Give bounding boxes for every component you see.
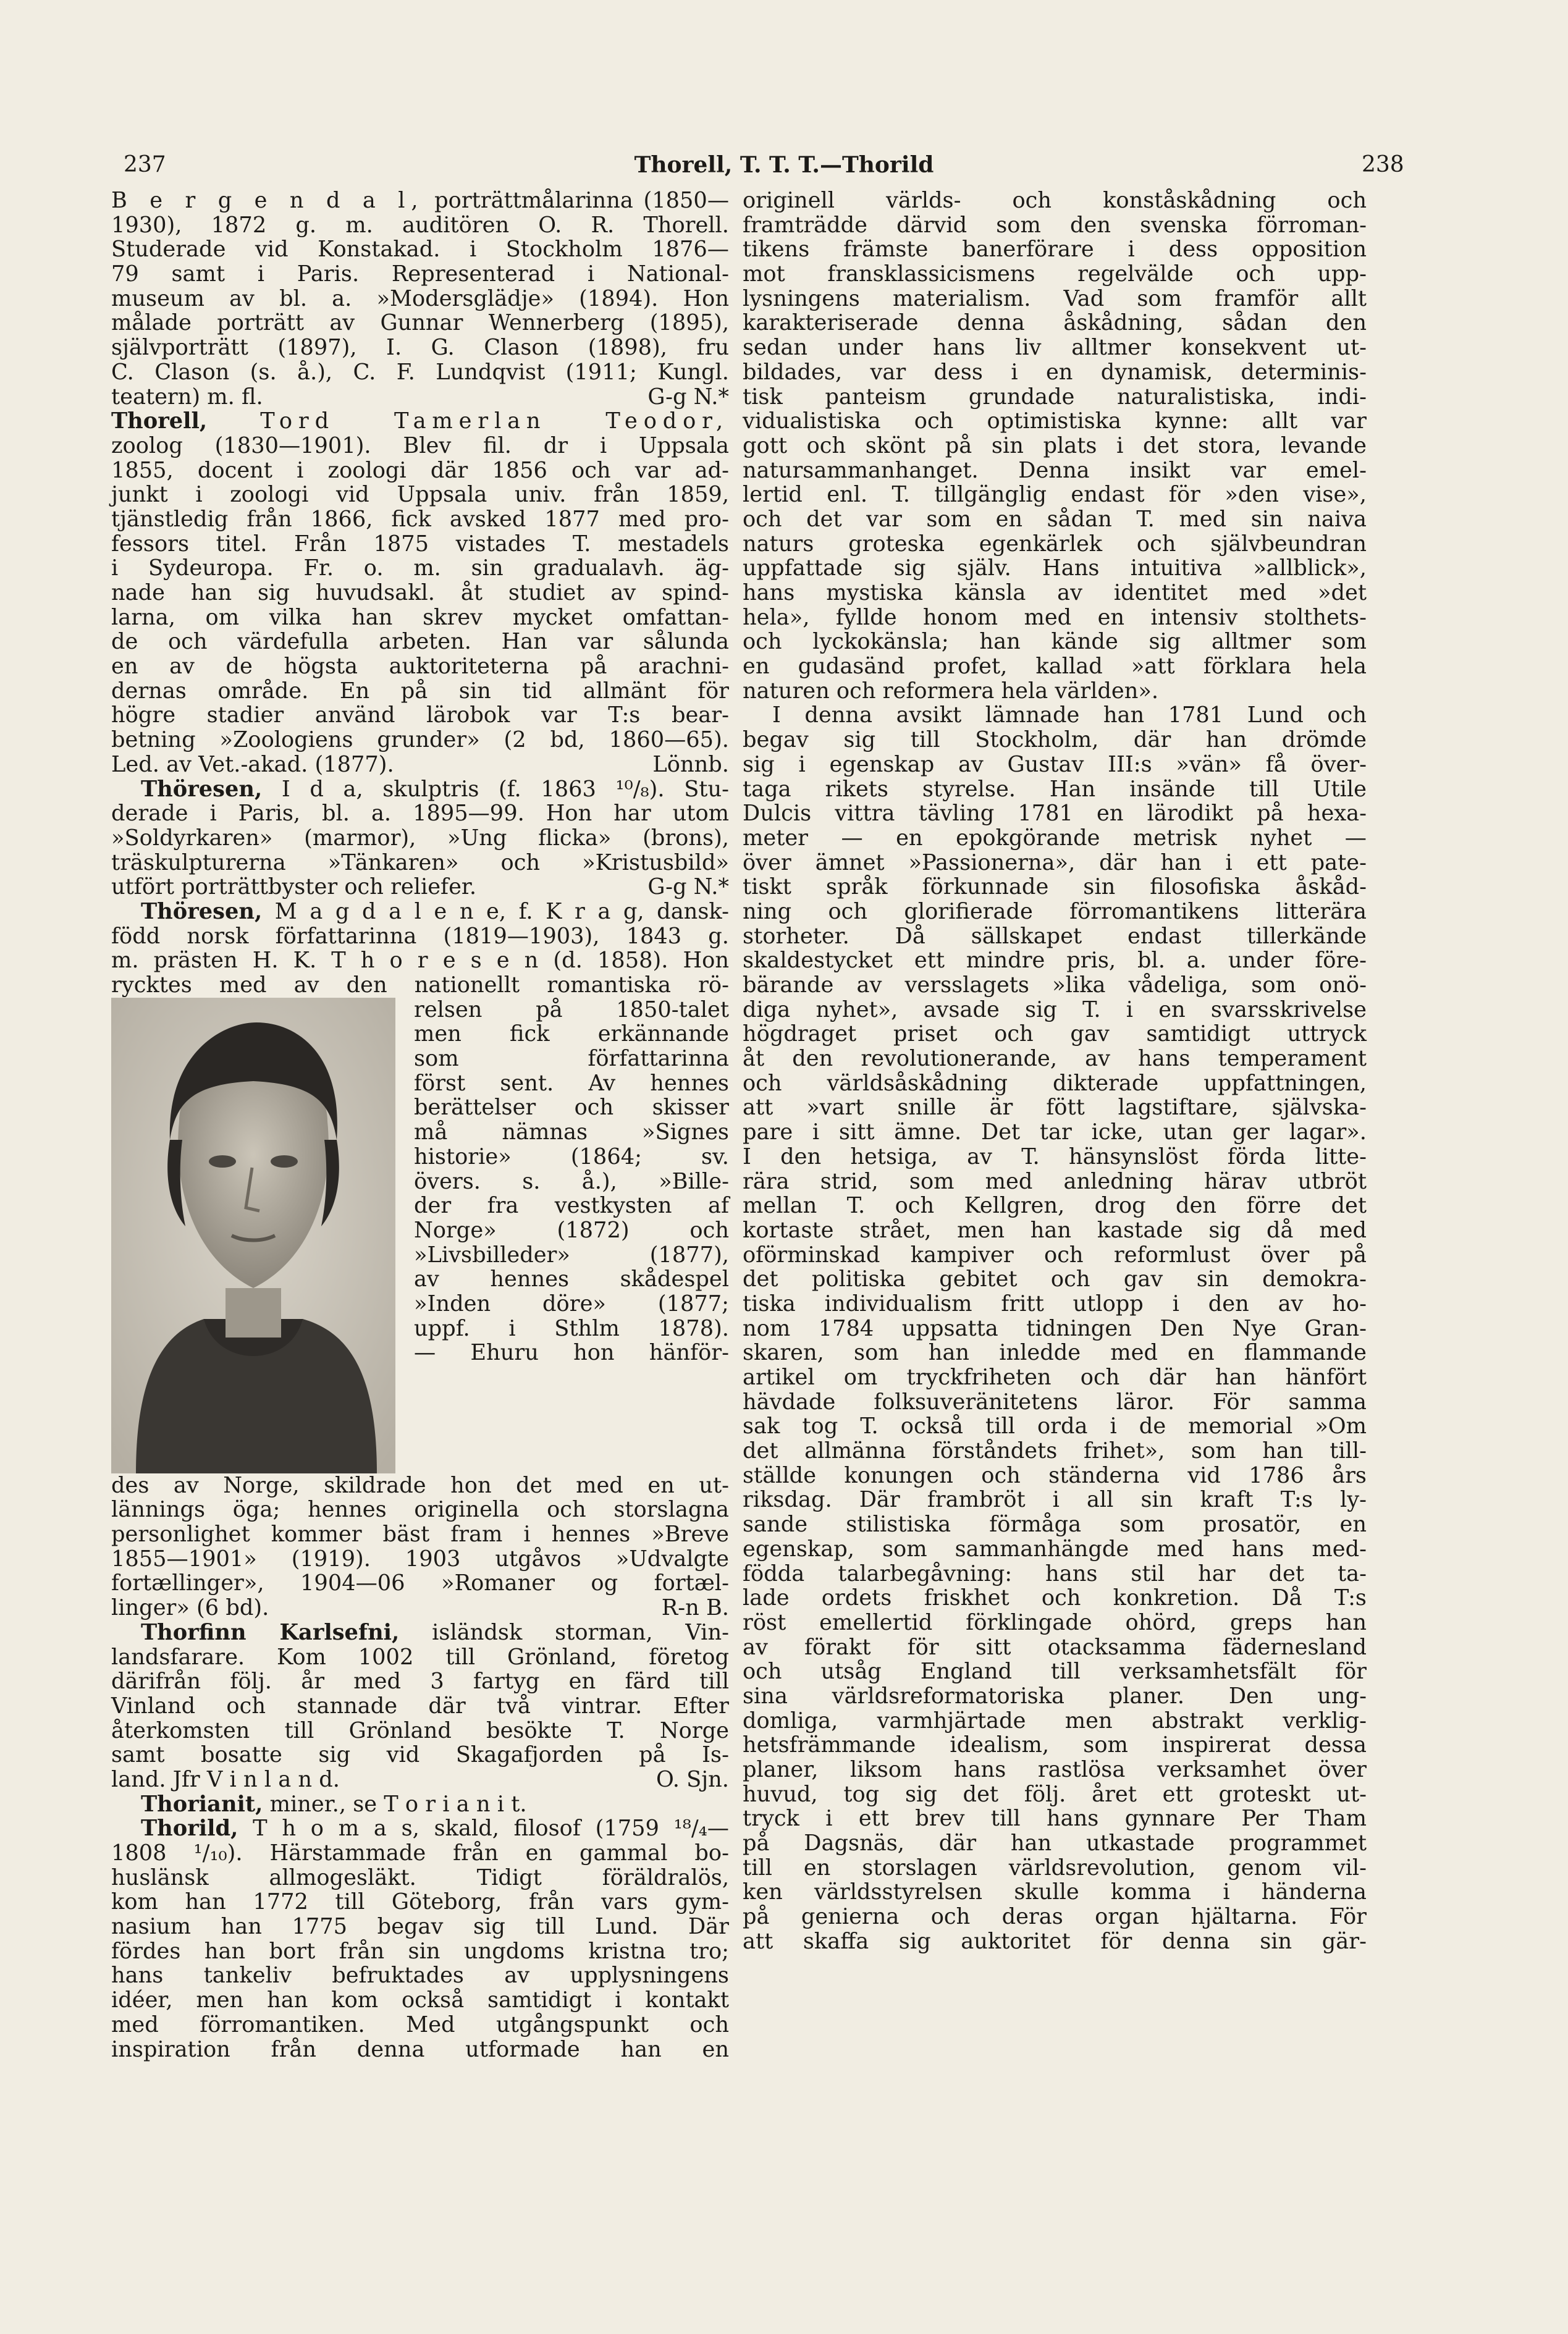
text-line: diga nyhet», avsade sig T. i en svarsskrivelse <box>743 996 1367 1022</box>
text-line: riksdag. Där frambröt i all sin kraft T:s ly- <box>743 1487 1367 1513</box>
text-line: museum av bl. a. »Modersglädje» (1894). Hon <box>111 285 729 311</box>
text-line: 1930), 1872 g. m. auditören O. R. Thorell. <box>111 212 729 238</box>
text-line: en gudasänd profet, kallad »att förklara hela <box>743 654 1367 680</box>
text-line: pare i sitt ämne. Det tar icke, utan ger lagar». <box>743 1119 1367 1145</box>
text-line: bärande av versslagets »lika vådeliga, som onö- <box>743 972 1367 998</box>
text-line: samt bosatte sig vid Skagafjorden på Is- <box>111 1742 729 1768</box>
text-line: begav sig till Stockholm, där han drömde <box>743 727 1367 753</box>
text-line: I den hetsiga, av T. hänsynslöst förda litte- <box>743 1144 1367 1169</box>
text-line: betning »Zoologiens grunder» (2 bd, 1860—65). <box>111 727 729 753</box>
text-line: rycktes med av den nationellt romantiska rö- <box>111 972 729 998</box>
entry-thorianit: Thorianit, miner., se T o r i a n i t. <box>141 1791 527 1817</box>
text-line: kom han 1772 till Göteborg, från vars gym- <box>111 1889 729 1915</box>
text-line: 79 samt i Paris. Representerad i National- <box>111 261 729 287</box>
text-line: berättelser och skisser <box>414 1095 729 1121</box>
text-line: av förakt för sitt otacksamma fädernesland <box>743 1634 1367 1660</box>
text-line: mellan T. och Kellgren, drog den förre det <box>743 1193 1367 1219</box>
text-line: »Inden döre» (1877; <box>414 1291 729 1317</box>
text-line: och utsåg England till verksamhetsfält för <box>743 1659 1367 1685</box>
text-line: framträdde därvid som den svenska förroman- <box>743 212 1367 238</box>
text-line: tisk panteism grundade naturalistiska, indi- <box>743 384 1367 410</box>
text-line: Norge» (1872) och <box>414 1217 729 1243</box>
text-line: dernas område. En på sin tid allmänt för <box>111 678 729 704</box>
text-line: och lyckokänsla; han kände sig alltmer som <box>743 629 1367 655</box>
text-line: naturen och reformera hela världen». <box>743 678 1159 704</box>
entry-thoresen-ida: Thöresen, I d a, skulptris (f. 1863 ¹⁰/₈). Stu- <box>141 776 729 802</box>
text-line: övers. s. å.), »Bille- <box>414 1168 729 1194</box>
text-line: åt den revolutionerande, av hans temperament <box>743 1046 1367 1072</box>
text-line: högdraget priset och gav samtidigt uttryck <box>743 1021 1367 1047</box>
text-line: m. prästen H. K. T h o r e s e n (d. 1858). Hon <box>111 948 729 974</box>
text-line: till en storslagen världsrevolution, genom vil- <box>743 1855 1367 1881</box>
headword: Thorild, <box>141 1816 238 1842</box>
text-line: och världsåskådning dikterade uppfattningen, <box>743 1070 1367 1096</box>
right-column <box>743 188 1367 1954</box>
text-line: som författarinna <box>414 1046 729 1072</box>
portrait-photo <box>111 998 395 1473</box>
text-line: I denna avsikt lämnade han 1781 Lund och <box>772 702 1367 728</box>
text-line: på Dagsnäs, där han utkastade programmet <box>743 1831 1367 1856</box>
entry-thorild: Thorild, T h o m a s, skald, filosof (1759 ¹⁸/₄— <box>141 1816 729 1842</box>
text-line: ken världsstyrelsen skulle komma i händerna <box>743 1879 1367 1905</box>
text-line: Studerade vid Konstakad. i Stockholm 1876— <box>111 237 729 263</box>
text-line: derade i Paris, bl. a. 1895—99. Hon har utom <box>111 801 729 827</box>
text-line: lertid enl. T. tillgänglig endast för »den vise», <box>743 482 1367 508</box>
author-signature: Lönnb. <box>652 751 729 777</box>
text-line: på genierna och deras organ hjältarna. För <box>743 1904 1367 1930</box>
left-column <box>111 188 729 2062</box>
text-line: nade han sig huvudsakl. åt studiet av spind- <box>111 580 729 605</box>
running-head: Thorell, T. T. T.—Thorild <box>634 152 934 178</box>
text-line: huvud, tog sig det följ. året ett groteskt ut- <box>743 1781 1367 1807</box>
text-line: lade ordets friskhet och konkretion. Då T:s <box>743 1585 1367 1611</box>
text-line: sak tog T. också till orda i de memorial »Om <box>743 1413 1367 1439</box>
text-line: de och värdefulla arbeten. Han var sålunda <box>111 629 729 655</box>
text-line: av hennes skådespel <box>414 1266 729 1292</box>
text-line: målade porträtt av Gunnar Wennerberg (1895), <box>111 310 729 336</box>
text-line: utfört porträttbyster och reliefer. G-g N.* <box>111 874 729 900</box>
text-line: ning och glorifierade förromantikens litterära <box>743 898 1367 924</box>
headword: Thöresen, <box>141 776 263 802</box>
text-line: larna, om vilka han skrev mycket omfattan- <box>111 604 729 630</box>
text-line: röst emellertid förklingade ohörd, greps han <box>743 1609 1367 1635</box>
text-line: 1808 ¹/₁₀). Härstammade från en gammal bo- <box>111 1840 729 1866</box>
page-number-right: 238 <box>1362 152 1404 177</box>
text-line: födda talarbegåvning: hans stil har det ta- <box>743 1561 1367 1586</box>
text-line: vidualistiska och optimistiska kynne: allt var <box>743 408 1367 434</box>
text-line: sina världsreformatoriska planer. Den ung- <box>743 1683 1367 1709</box>
text-line: lännings öga; hennes originella och storslagna <box>111 1497 729 1523</box>
text-line: 1855—1901» (1919). 1903 utgåvos »Udvalgte <box>111 1546 729 1572</box>
text-line: uppf. i Sthlm 1878). <box>414 1315 729 1341</box>
text-line: skaren, som han inledde med en flammande <box>743 1340 1367 1366</box>
text-line: hävdade folksuveränitetens läror. För samma <box>743 1389 1367 1415</box>
text-line: sande stilistiska förmåga som prosatör, en <box>743 1512 1367 1538</box>
text-line: meter — en epokgörande metrisk nyhet — <box>743 825 1367 851</box>
text-line: hetsfrämmande idealism, som inspirerat dessa <box>743 1732 1367 1758</box>
text-line: i Sydeuropa. Fr. o. m. sin gradualavh. äg- <box>111 555 729 581</box>
text-line: zoolog (1830—1901). Blev fil. dr i Uppsala <box>111 432 729 458</box>
text-line: 1855, docent i zoologi där 1856 och var ad- <box>111 457 729 483</box>
text-line: må nämnas »Signes <box>414 1119 729 1145</box>
text-line: uppfattade sig själv. Hans intuitiva »allblick», <box>743 555 1367 581</box>
text-line: landsfarare. Kom 1002 till Grönland, företog <box>111 1644 729 1670</box>
text-line: tiskt språk förkunnade sin filosofiska åskåd- <box>743 874 1367 900</box>
text-line: fessors titel. Från 1875 vistades T. mestadels <box>111 531 729 557</box>
text-line: natursammanhanget. Denna insikt var emel- <box>743 457 1367 483</box>
text-line: hans mystiska känsla av identitet med »det <box>743 580 1367 605</box>
headword: Thorianit, <box>141 1791 263 1817</box>
text-line: domliga, varmhjärtade men abstrakt verklig- <box>743 1708 1367 1734</box>
text-line: tjänstledig från 1866, fick avsked 1877 med pro- <box>111 506 729 532</box>
text-line: det politiska gebitet och gav sin demokra- <box>743 1266 1367 1292</box>
text-line: en av de högsta auktoriteterna på arachni- <box>111 654 729 680</box>
text-line: sig i egenskap av Gustav III:s »vän» få över- <box>743 751 1367 777</box>
text-line: född norsk författarinna (1819—1903), 1843 g. <box>111 923 729 949</box>
text-line: inspiration från denna utformade han en <box>111 2036 729 2062</box>
text-line: »Soldyrkaren» (marmor), »Ung flicka» (brons), <box>111 825 729 851</box>
text-line: land. Jfr V i n l a n d. O. Sjn. <box>111 1766 729 1792</box>
text-line: att skaffa sig auktoritet för denna sin gär- <box>743 1928 1367 1954</box>
text-line: återkomsten till Grönland besökte T. Norge <box>111 1717 729 1743</box>
text-line: der fra vestkysten af <box>414 1193 729 1219</box>
text-line: karakteriserade denna åskådning, sådan den <box>743 310 1367 336</box>
text-line: ställde konungen och ständerna vid 1786 års <box>743 1462 1367 1488</box>
text-line: planer, liksom hans rastlösa verksamhet över <box>743 1757 1367 1782</box>
text-line: självporträtt (1897), I. G. Clason (1898), fru <box>111 335 729 361</box>
wrapped-text <box>414 998 729 1473</box>
entry-thoresen-magdalene: Thöresen, M a g d a l e n e, f. K r a g, dansk- <box>141 898 729 924</box>
text-line: träskulpturerna »Tänkaren» och »Kristusbild» <box>111 849 729 875</box>
text-line: rära strid, som med anledning härav utbröt <box>743 1168 1367 1194</box>
text-line: mot fransklassicismens regelvälde och upp- <box>743 261 1367 287</box>
entry-thorell-tord: Thorell, Tord Tamerlan Teodor, <box>111 408 730 434</box>
text-line: lysningens materialism. Vad som framför allt <box>743 285 1367 311</box>
text-line: C. Clason (s. å.), C. F. Lundqvist (1911; Kungl. <box>111 359 729 385</box>
text-line: tikens främste banerförare i dess opposition <box>743 237 1367 263</box>
text-line: egenskap, som sammanhängde med hans med- <box>743 1536 1367 1562</box>
text-line: storheter. Då sällskapet endast tillerkände <box>743 923 1367 949</box>
headword: Thorfinn Karlsefni, <box>141 1619 400 1645</box>
text-line: idéer, men han kom också samtidigt i kontakt <box>111 1987 729 2013</box>
entry-thorfinn-karlsefni: Thorfinn Karlsefni, isländsk storman, Vin- <box>141 1619 729 1645</box>
text-line: personlighet kommer bäst fram i hennes »Breve <box>111 1522 729 1548</box>
text-line: »Livsbilleder» (1877), <box>414 1242 729 1268</box>
text-line: linger» (6 bd). R-n B. <box>111 1595 729 1621</box>
text-line: tiska individualism fritt utlopp i den av ho- <box>743 1291 1367 1317</box>
headword: Thöresen, <box>141 898 263 924</box>
text-line: därifrån följ. år med 3 fartyg en färd till <box>111 1669 729 1695</box>
text-line: men fick erkännande <box>414 1021 729 1047</box>
text-line: naturs groteska egenkärlek och självbeundran <box>743 531 1367 557</box>
text-line: taga rikets styrelse. Han insände till Utile <box>743 776 1367 802</box>
text-line: Led. av Vet.-akad. (1877). Lönnb. <box>111 751 729 777</box>
text-line: sedan under hans liv alltmer konsekvent ut- <box>743 335 1367 361</box>
text-line: B e r g e n d a l, porträttmålarinna (1850— <box>111 188 730 213</box>
text-line: med förromantiken. Med utgångspunkt och <box>111 2012 729 2037</box>
text-line: fördes han bort från sin ungdoms kristna tro; <box>111 1938 729 1964</box>
text-line: tryck i ett brev till hans gynnare Per Tham <box>743 1806 1367 1832</box>
text-line: hela», fyllde honom med en intensiv stolthets- <box>743 604 1367 630</box>
author-signature: R-n B. <box>661 1595 729 1621</box>
text-line: över ämnet »Passionerna», där han i ett pate- <box>743 849 1367 875</box>
text-line <box>414 1365 729 1390</box>
author-signature: O. Sjn. <box>655 1766 729 1792</box>
text-line: att »vart snille är fött lagstiftare, självska- <box>743 1095 1367 1121</box>
text-line: — Ehuru hon hänför- <box>414 1340 729 1366</box>
text-line: relsen på 1850-talet <box>414 996 729 1022</box>
text-line: och det var som en sådan T. med sin naiva <box>743 506 1367 532</box>
text-line: junkt i zoologi vid Uppsala univ. från 1859, <box>111 482 729 508</box>
text-line: nasium han 1775 begav sig till Lund. Där <box>111 1914 729 1940</box>
text-line: hans tankeliv befruktades av upplysningens <box>111 1963 729 1989</box>
text-line: originell världs- och konståskådning och <box>743 188 1367 213</box>
text-line: kortaste strået, men han kastade sig då med <box>743 1217 1367 1243</box>
author-signature: G-g N.* <box>647 874 729 900</box>
text-line: teatern) m. fl. G-g N.* <box>111 384 729 410</box>
text-line: Dulcis vittra tävling 1781 en lärodikt på hexa- <box>743 801 1367 827</box>
text-line: des av Norge, skildrade hon det med en ut- <box>111 1472 729 1498</box>
text-line: det allmänna förståndets frihet», som han till- <box>743 1438 1367 1464</box>
text-line: historie» (1864; sv. <box>414 1144 729 1169</box>
portrait-block <box>111 998 729 1473</box>
text-line: oförminskad kampiver och reformlust över på <box>743 1242 1367 1268</box>
text-line: gott och skönt på sin plats i det stora, levande <box>743 432 1367 458</box>
headword: Thorell, <box>111 408 208 434</box>
text-line: skaldestycket ett mindre pris, bl. a. under före- <box>743 948 1367 974</box>
text-line: högre stadier använd lärobok var T:s bear- <box>111 702 729 728</box>
page-number-left: 237 <box>124 152 166 177</box>
text-line: Vinland och stannade där två vintrar. Efter <box>111 1693 729 1719</box>
text-line: bildades, var dess i en dynamisk, determinis- <box>743 359 1367 385</box>
text-line: fortællinger», 1904—06 »Romaner og fortæl- <box>111 1570 729 1596</box>
text-line: artikel om tryckfriheten och där han hänfört <box>743 1365 1367 1390</box>
text-line: först sent. Av hennes <box>414 1070 729 1096</box>
author-signature: G-g N.* <box>647 384 729 410</box>
text-line: huslänsk allmogesläkt. Tidigt föräldralös, <box>111 1864 729 1890</box>
text-line: nom 1784 uppsatta tidningen Den Nye Gran- <box>743 1315 1367 1341</box>
